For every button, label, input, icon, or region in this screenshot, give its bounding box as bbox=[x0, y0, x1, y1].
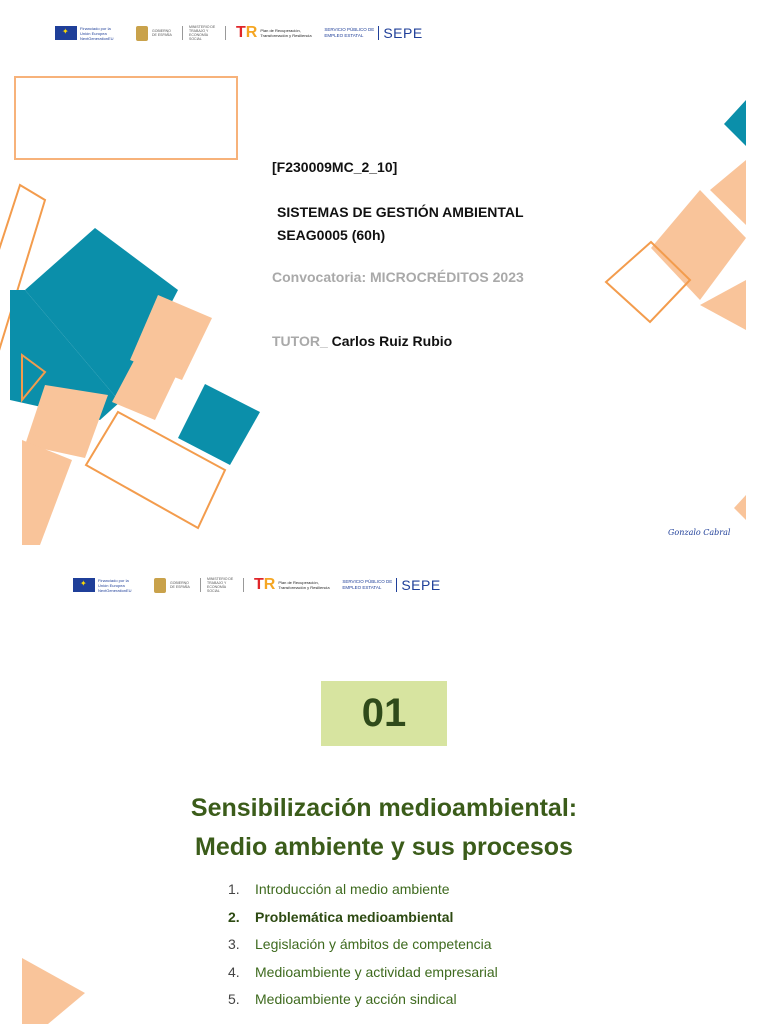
prtr-text: Plan de Recuperación, Transformación y Resiliencia bbox=[278, 580, 330, 590]
sepe-service-text: SERVICIO PÚBLICO DE EMPLEO ESTATAL bbox=[342, 579, 393, 590]
spain-crest-icon bbox=[154, 578, 166, 593]
spain-crest-icon bbox=[136, 26, 148, 41]
sepe-logo-text: SEPE bbox=[401, 577, 441, 593]
outline-rect-top bbox=[15, 77, 237, 159]
sepe-service-text: SERVICIO PÚBLICO DE EMPLEO ESTATAL bbox=[324, 27, 375, 38]
logo-divider bbox=[200, 578, 201, 592]
item-number: 5. bbox=[228, 991, 240, 1007]
logo-divider bbox=[182, 26, 183, 40]
course-code: [F230009MC_2_10] bbox=[272, 159, 398, 175]
item-label: Problemática medioambiental bbox=[255, 908, 454, 925]
unit-title-line1: Sensibilización medioambiental: bbox=[190, 794, 578, 822]
item-number: 1. bbox=[228, 881, 240, 897]
funding-logos bbox=[55, 25, 423, 41]
government-text: GOBIERNO DE ESPAÑA bbox=[170, 581, 190, 589]
tutor-line bbox=[272, 333, 452, 349]
prtr-text: Plan de Recuperación, Transformación y Resiliencia bbox=[260, 28, 312, 38]
logo-divider bbox=[225, 26, 226, 40]
item-label: Legislación y ámbitos de competencia bbox=[255, 936, 492, 952]
ministry-text: MINISTERIO DE TRABAJO Y ECONOMÍA SOCIAL bbox=[207, 577, 234, 593]
list-item bbox=[228, 904, 498, 932]
item-label: Medioambiente y acción sindical bbox=[255, 991, 457, 1007]
prtr-logo bbox=[236, 25, 318, 41]
item-number: 3. bbox=[228, 936, 240, 952]
eu-flag-icon bbox=[55, 26, 77, 40]
sepe-logo-text: SEPE bbox=[383, 25, 423, 41]
government-logo bbox=[136, 26, 176, 41]
tutor-label: TUTOR_ bbox=[272, 333, 328, 349]
eu-logo-text: Financiado por la Unión Europea NextGenerationEU bbox=[98, 577, 132, 593]
unit-number: 01 bbox=[361, 691, 407, 735]
teal-square-small bbox=[178, 384, 260, 465]
item-label: Introducción al medio ambiente bbox=[255, 881, 450, 897]
list-item bbox=[228, 876, 498, 904]
unit-slide bbox=[0, 548, 768, 1024]
eu-logo bbox=[73, 578, 140, 593]
peach-triangle-bottom-left bbox=[22, 958, 85, 1024]
prtr-logo bbox=[254, 577, 336, 593]
eu-logo-text: Financiado por la Unión Europea NextGenerationEU bbox=[80, 25, 114, 41]
list-item bbox=[228, 959, 498, 987]
sepe-divider bbox=[378, 26, 379, 40]
eu-flag-icon bbox=[73, 578, 95, 592]
course-title: SISTEMAS DE GESTIÓN AMBIENTAL bbox=[277, 204, 524, 220]
topics-list bbox=[228, 876, 498, 1014]
government-logo bbox=[154, 578, 194, 593]
unit-title-line2: Medio ambiente y sus procesos bbox=[195, 833, 573, 861]
teal-triangle-right bbox=[724, 100, 746, 146]
unit-number-box bbox=[321, 681, 447, 746]
item-label: Medioambiente y actividad empresarial bbox=[255, 963, 498, 980]
logo-divider bbox=[243, 578, 244, 592]
prtr-icon: TR bbox=[236, 24, 258, 41]
funding-logos bbox=[73, 577, 441, 593]
prtr-icon: TR bbox=[254, 576, 276, 593]
item-number: 4. bbox=[228, 963, 240, 980]
eu-logo bbox=[55, 26, 122, 41]
signature-logo: Gonzalo Cabral bbox=[668, 528, 731, 537]
list-item bbox=[228, 931, 498, 959]
tutor-name: Carlos Ruiz Rubio bbox=[327, 333, 453, 349]
list-item bbox=[228, 986, 498, 1014]
sepe-divider bbox=[396, 578, 397, 592]
peach-triangle-right bbox=[734, 495, 746, 520]
course-subtitle: SEAG0005 (60h) bbox=[277, 227, 386, 243]
government-text: GOBIERNO DE ESPAÑA bbox=[152, 29, 172, 37]
peach-square-4 bbox=[22, 440, 72, 545]
item-number: 2. bbox=[228, 908, 240, 925]
convocatoria-text: Convocatoria: MICROCRÉDITOS 2023 bbox=[272, 269, 524, 285]
ministry-text: MINISTERIO DE TRABAJO Y ECONOMÍA SOCIAL bbox=[189, 25, 216, 41]
